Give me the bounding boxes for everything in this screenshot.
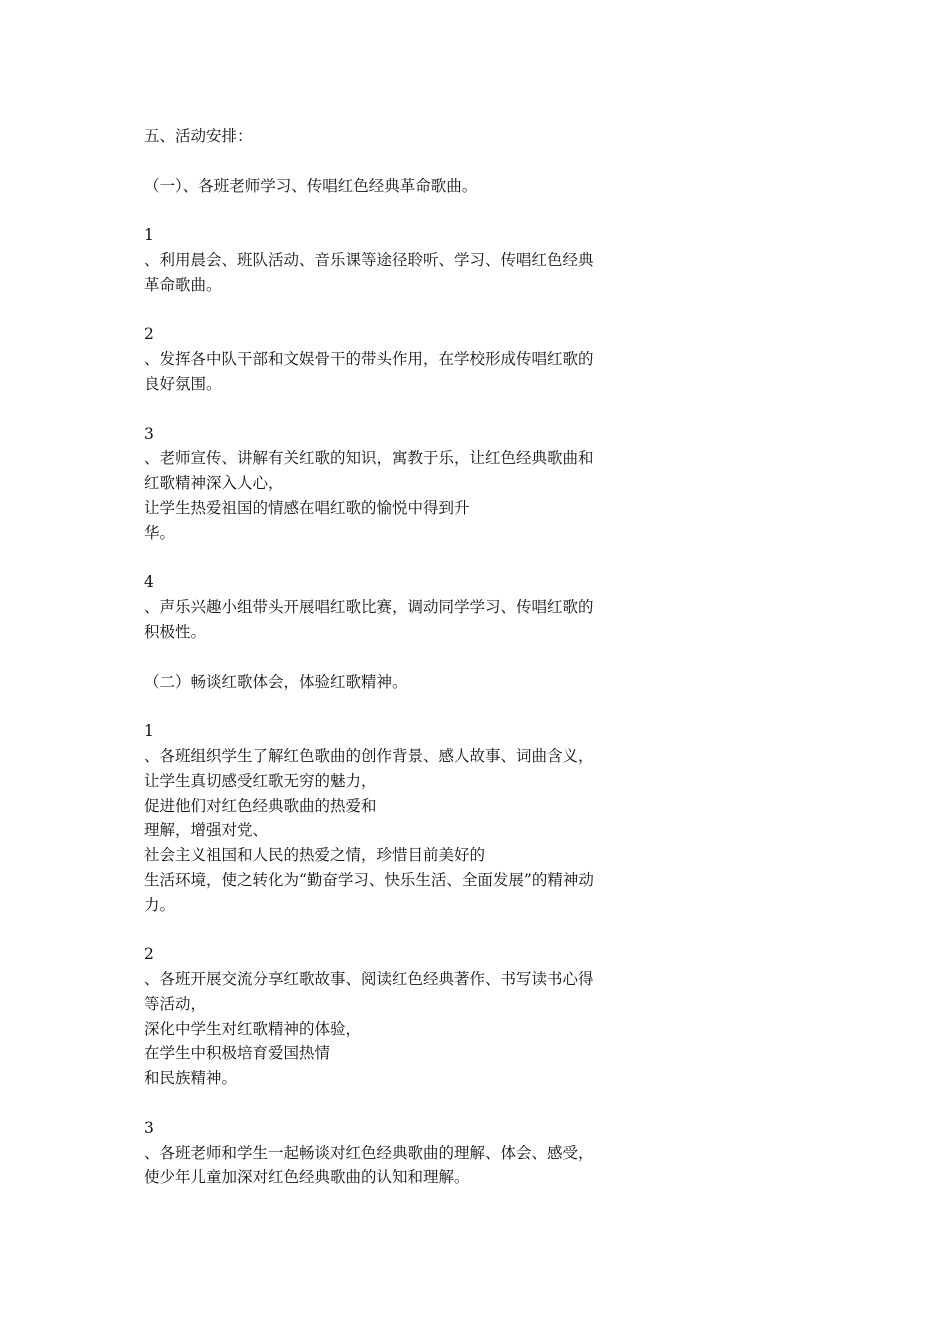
list-item	[144, 422, 664, 546]
item-text-line: 深化中学生对红歌精神的体验，	[144, 1019, 362, 1038]
paragraph-gap	[144, 1091, 664, 1116]
item-text-line: 、利用晨会、班队活动、音乐课等途径聆听、学习、传唱红色经典	[144, 250, 594, 269]
list-item	[144, 942, 664, 1091]
paragraph-gap	[144, 149, 664, 174]
item-number: 2	[144, 325, 154, 344]
item-text-line: 革命歌曲。	[144, 275, 222, 294]
list-item	[144, 223, 664, 297]
item-text-line: 华。	[144, 523, 176, 542]
item-text-line: 让学生真切感受红歌无穷的魅力，	[144, 771, 377, 790]
list-item	[144, 322, 664, 396]
item-text-line: 促进他们对红色经典歌曲的热爱和	[144, 796, 377, 815]
item-text-line: 、老师宣传、讲解有关红歌的知识，寓教于乐，让红色经典歌曲和	[144, 449, 594, 468]
item-number: 3	[144, 424, 154, 443]
item-text-line: 、各班组织学生了解红色歌曲的创作背景、感人故事、词曲含义，	[144, 746, 594, 765]
list-item	[144, 719, 664, 917]
item-text-line: 生活环境，使之转化为“勤奋学习、快乐生活、全面发展”的精神动	[144, 870, 594, 889]
part2-items	[144, 694, 664, 1190]
paragraph-gap	[144, 645, 664, 670]
item-number: 3	[144, 1118, 154, 1137]
paragraph-gap	[144, 694, 664, 719]
item-text-line: 良好氛围。	[144, 374, 222, 393]
list-item	[144, 570, 664, 644]
item-text-line: 等活动，	[144, 994, 207, 1013]
part1-heading: （一）、各班老师学习、传唱红色经典革命歌曲。	[144, 176, 478, 195]
item-text-line: 和民族精神。	[144, 1069, 238, 1088]
paragraph-gap	[144, 198, 664, 223]
item-text-line: 让学生热爱祖国的情感在唱红歌的愉悦中得到升	[144, 498, 470, 517]
item-number: 2	[144, 945, 154, 964]
item-text-line: 、各班老师和学生一起畅谈对红色经典歌曲的理解、体会、感受，	[144, 1143, 594, 1162]
item-number: 1	[144, 722, 154, 741]
item-text-line: 、发挥各中队干部和文娱骨干的带头作用，在学校形成传唱红歌的	[144, 350, 594, 369]
item-text-line: 、各班开展交流分享红歌故事、阅读红色经典著作、书写读书心得	[144, 970, 594, 989]
part1-items	[144, 198, 664, 644]
list-item	[144, 1116, 664, 1190]
part2-heading: （二）畅谈红歌体会，体验红歌精神。	[144, 672, 408, 691]
paragraph-gap	[144, 298, 664, 323]
item-text-line: 社会主义祖国和人民的热爱之情，珍惜目前美好的	[144, 846, 486, 865]
item-text-line: 积极性。	[144, 622, 207, 641]
item-number: 1	[144, 226, 154, 245]
paragraph-gap	[144, 918, 664, 943]
item-text-line: 红歌精神深入人心，	[144, 474, 284, 493]
document-body	[144, 124, 664, 1190]
item-text-line: 理解，增强对党、	[144, 821, 269, 840]
paragraph-gap	[144, 546, 664, 571]
section-heading: 五、活动安排：	[144, 127, 253, 145]
item-text-line: 力。	[144, 895, 176, 914]
item-text-line: 、声乐兴趣小组带头开展唱红歌比赛，调动同学学习、传唱红歌的	[144, 598, 594, 617]
item-number: 4	[144, 573, 154, 592]
item-text-line: 在学生中积极培育爱国热情	[144, 1044, 331, 1063]
paragraph-gap	[144, 397, 664, 422]
item-text-line: 使少年儿童加深对红色经典歌曲的认知和理解。	[144, 1168, 470, 1187]
